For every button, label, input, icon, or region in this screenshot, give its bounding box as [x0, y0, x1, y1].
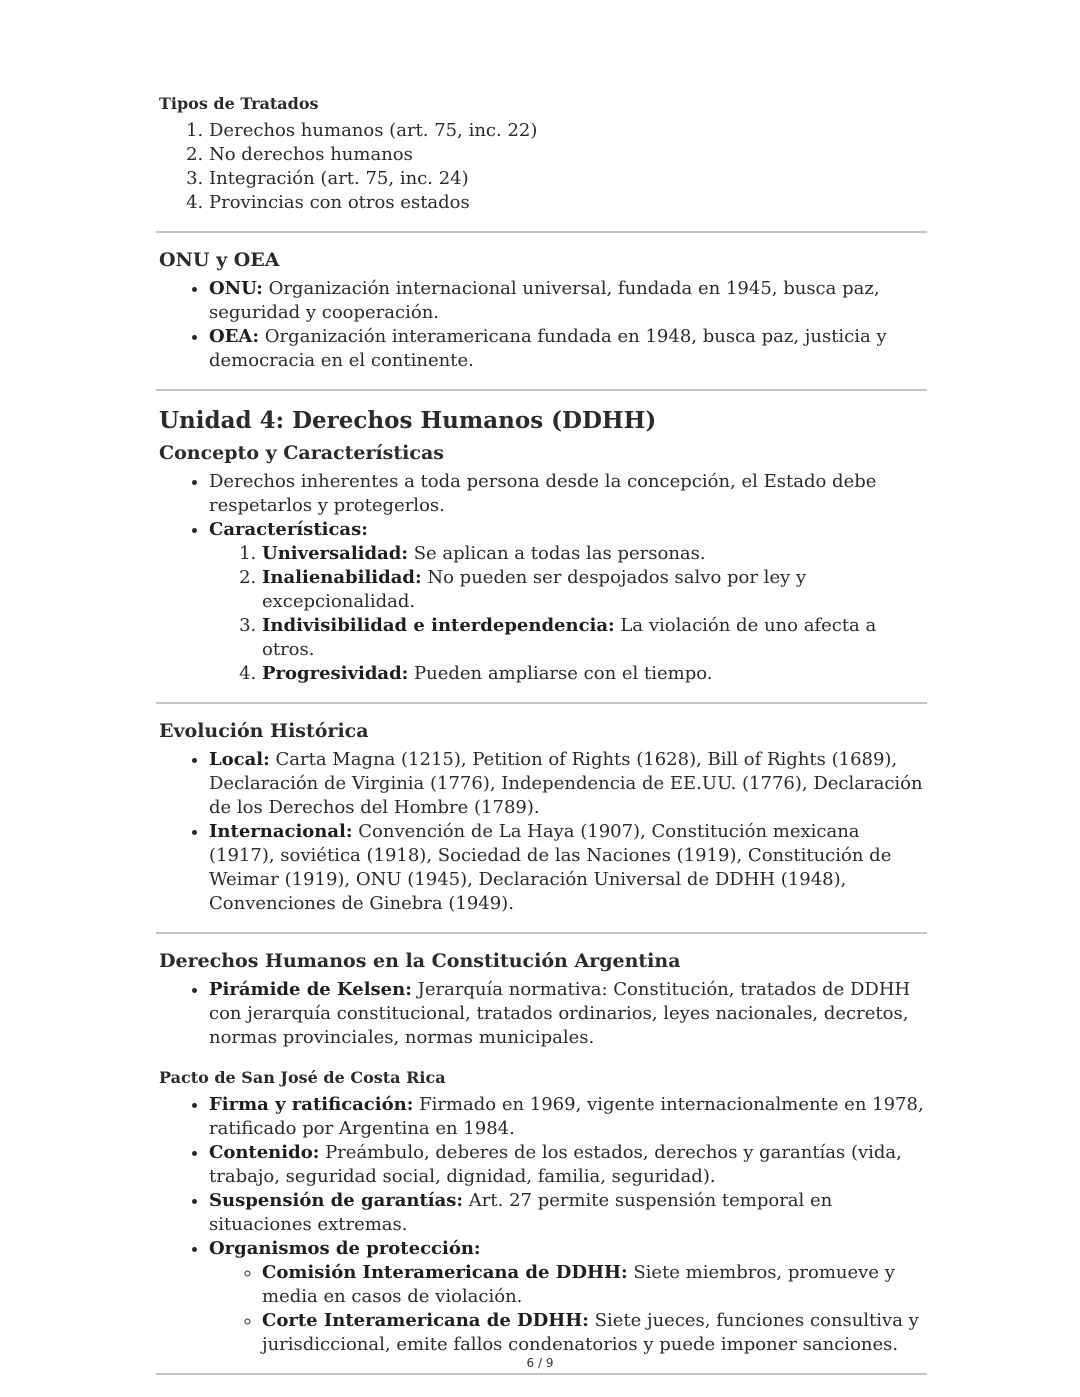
item-label: Progresividad: — [262, 663, 409, 684]
list-item — [209, 325, 924, 373]
list-item — [262, 662, 924, 686]
list-item — [209, 518, 924, 542]
constitucion-list — [159, 978, 924, 1050]
page-number: 6 / 9 — [526, 1356, 554, 1370]
list-item — [209, 820, 924, 916]
divider — [156, 932, 927, 934]
list-item — [262, 1309, 924, 1357]
list-item — [209, 748, 924, 820]
document-page — [159, 94, 924, 1391]
item-text: Pueden ampliarse con el tiempo. — [408, 663, 713, 684]
onu-oea-heading: ONU y OEA — [159, 249, 280, 271]
item-text: Jerarquía normativa: Constitución, tratados de DDHH con jerarquía constitucional, tratados ordinarios, leyes nacionales, decretos, normas provinciales, normas municipales. — [209, 979, 911, 1048]
item-label: Indivisibilidad e interdependencia: — [262, 615, 615, 636]
list-item — [209, 277, 924, 325]
list-item — [262, 542, 924, 566]
caracteristicas-list — [159, 542, 924, 686]
list-item — [262, 566, 924, 614]
list-item — [209, 1189, 924, 1237]
list-item — [262, 1261, 924, 1309]
item-text: Art. 27 permite suspensión temporal en situaciones extremas. — [209, 1190, 833, 1235]
divider — [156, 231, 927, 233]
constitucion-heading: Derechos Humanos en la Constitución Argentina — [159, 950, 681, 972]
item-label: ONU: — [209, 278, 263, 299]
item-label: Local: — [209, 749, 270, 770]
item-text: Firmado en 1969, vigente internacionalmente en 1978, ratificado por Argentina en 1984. — [209, 1094, 924, 1139]
tipos-heading: Tipos de Tratados — [159, 94, 319, 113]
item-text: No pueden ser despojados salvo por ley y excepcionalidad. — [262, 567, 807, 612]
list-item: 1. Derechos humanos (art. 75, inc. 22) — [209, 119, 924, 143]
item-label: Organismos de protección: — [209, 1238, 481, 1259]
item-label: Suspensión de garantías: — [209, 1190, 464, 1211]
item-label: Comisión Interamericana de DDHH: — [262, 1262, 628, 1283]
divider — [156, 1373, 927, 1375]
list-item — [262, 614, 924, 662]
item-label: Internacional: — [209, 821, 353, 842]
list-item: 2. No derechos humanos — [209, 143, 924, 167]
item-label: Corte Interamericana de DDHH: — [262, 1310, 589, 1331]
organismos-list — [209, 1261, 924, 1357]
list-item — [209, 1141, 924, 1189]
item-label: Pirámide de Kelsen: — [209, 979, 412, 1000]
item-text: Siete jueces, funciones consultiva y jurisdiccional, emite fallos condenatorios y puede imponer sanciones. — [262, 1310, 919, 1355]
unidad-title: Unidad 4: Derechos Humanos (DDHH) — [159, 407, 657, 434]
concepto-list — [159, 470, 924, 542]
onu-oea-list — [159, 277, 924, 373]
item-text: Siete miembros, promueve y media en casos de violación. — [262, 1262, 895, 1307]
item-text: Carta Magna (1215), Petition of Rights (1628), Bill of Rights (1689), Declaración de Virginia (1776), Independencia de EE.UU. (1776), Declaración de los Derechos del Hombre (1789). — [209, 749, 923, 818]
item-label: Inalienabilidad: — [262, 567, 422, 588]
list-item — [209, 1093, 924, 1141]
evolucion-list — [159, 748, 924, 916]
divider — [156, 702, 927, 704]
concepto-heading: Concepto y Características — [159, 442, 444, 464]
item-text: Organización interamericana fundada en 1948, busca paz, justicia y democracia en el continente. — [209, 326, 887, 371]
evolucion-heading: Evolución Histórica — [159, 720, 369, 742]
list-item: • Derechos inherentes a toda persona desde la concepción, el Estado debe respetarlos y protegerlos. — [209, 470, 924, 518]
item-text: Preámbulo, deberes de los estados, derechos y garantías (vida, trabajo, seguridad social, dignidad, familia, seguridad). — [209, 1142, 902, 1187]
item-label: Universalidad: — [262, 543, 408, 564]
list-item: 4. Provincias con otros estados — [209, 191, 924, 215]
item-text: Se aplican a todas las personas. — [407, 543, 706, 564]
tipos-list — [159, 119, 924, 215]
item-text: Organización internacional universal, fundada en 1945, busca paz, seguridad y cooperación. — [209, 278, 880, 323]
item-text: La violación de uno afecta a otros. — [262, 615, 877, 660]
list-item — [209, 978, 924, 1050]
item-text: Convención de La Haya (1907), Constitución mexicana (1917), soviética (1918), Sociedad de las Naciones (1919), Constitución de Weimar (1919), ONU (1945), Declaración Universal de DDHH (1948), Convenciones de Ginebra (1949). — [209, 821, 892, 914]
pacto-heading: Pacto de San José de Costa Rica — [159, 1068, 446, 1087]
item-label: Características: — [209, 519, 368, 540]
item-label: Contenido: — [209, 1142, 320, 1163]
list-item — [209, 1237, 924, 1357]
list-item: 3. Integración (art. 75, inc. 24) — [209, 167, 924, 191]
pacto-list — [159, 1093, 924, 1357]
divider — [156, 389, 927, 391]
item-label: OEA: — [209, 326, 260, 347]
item-label: Firma y ratificación: — [209, 1094, 414, 1115]
